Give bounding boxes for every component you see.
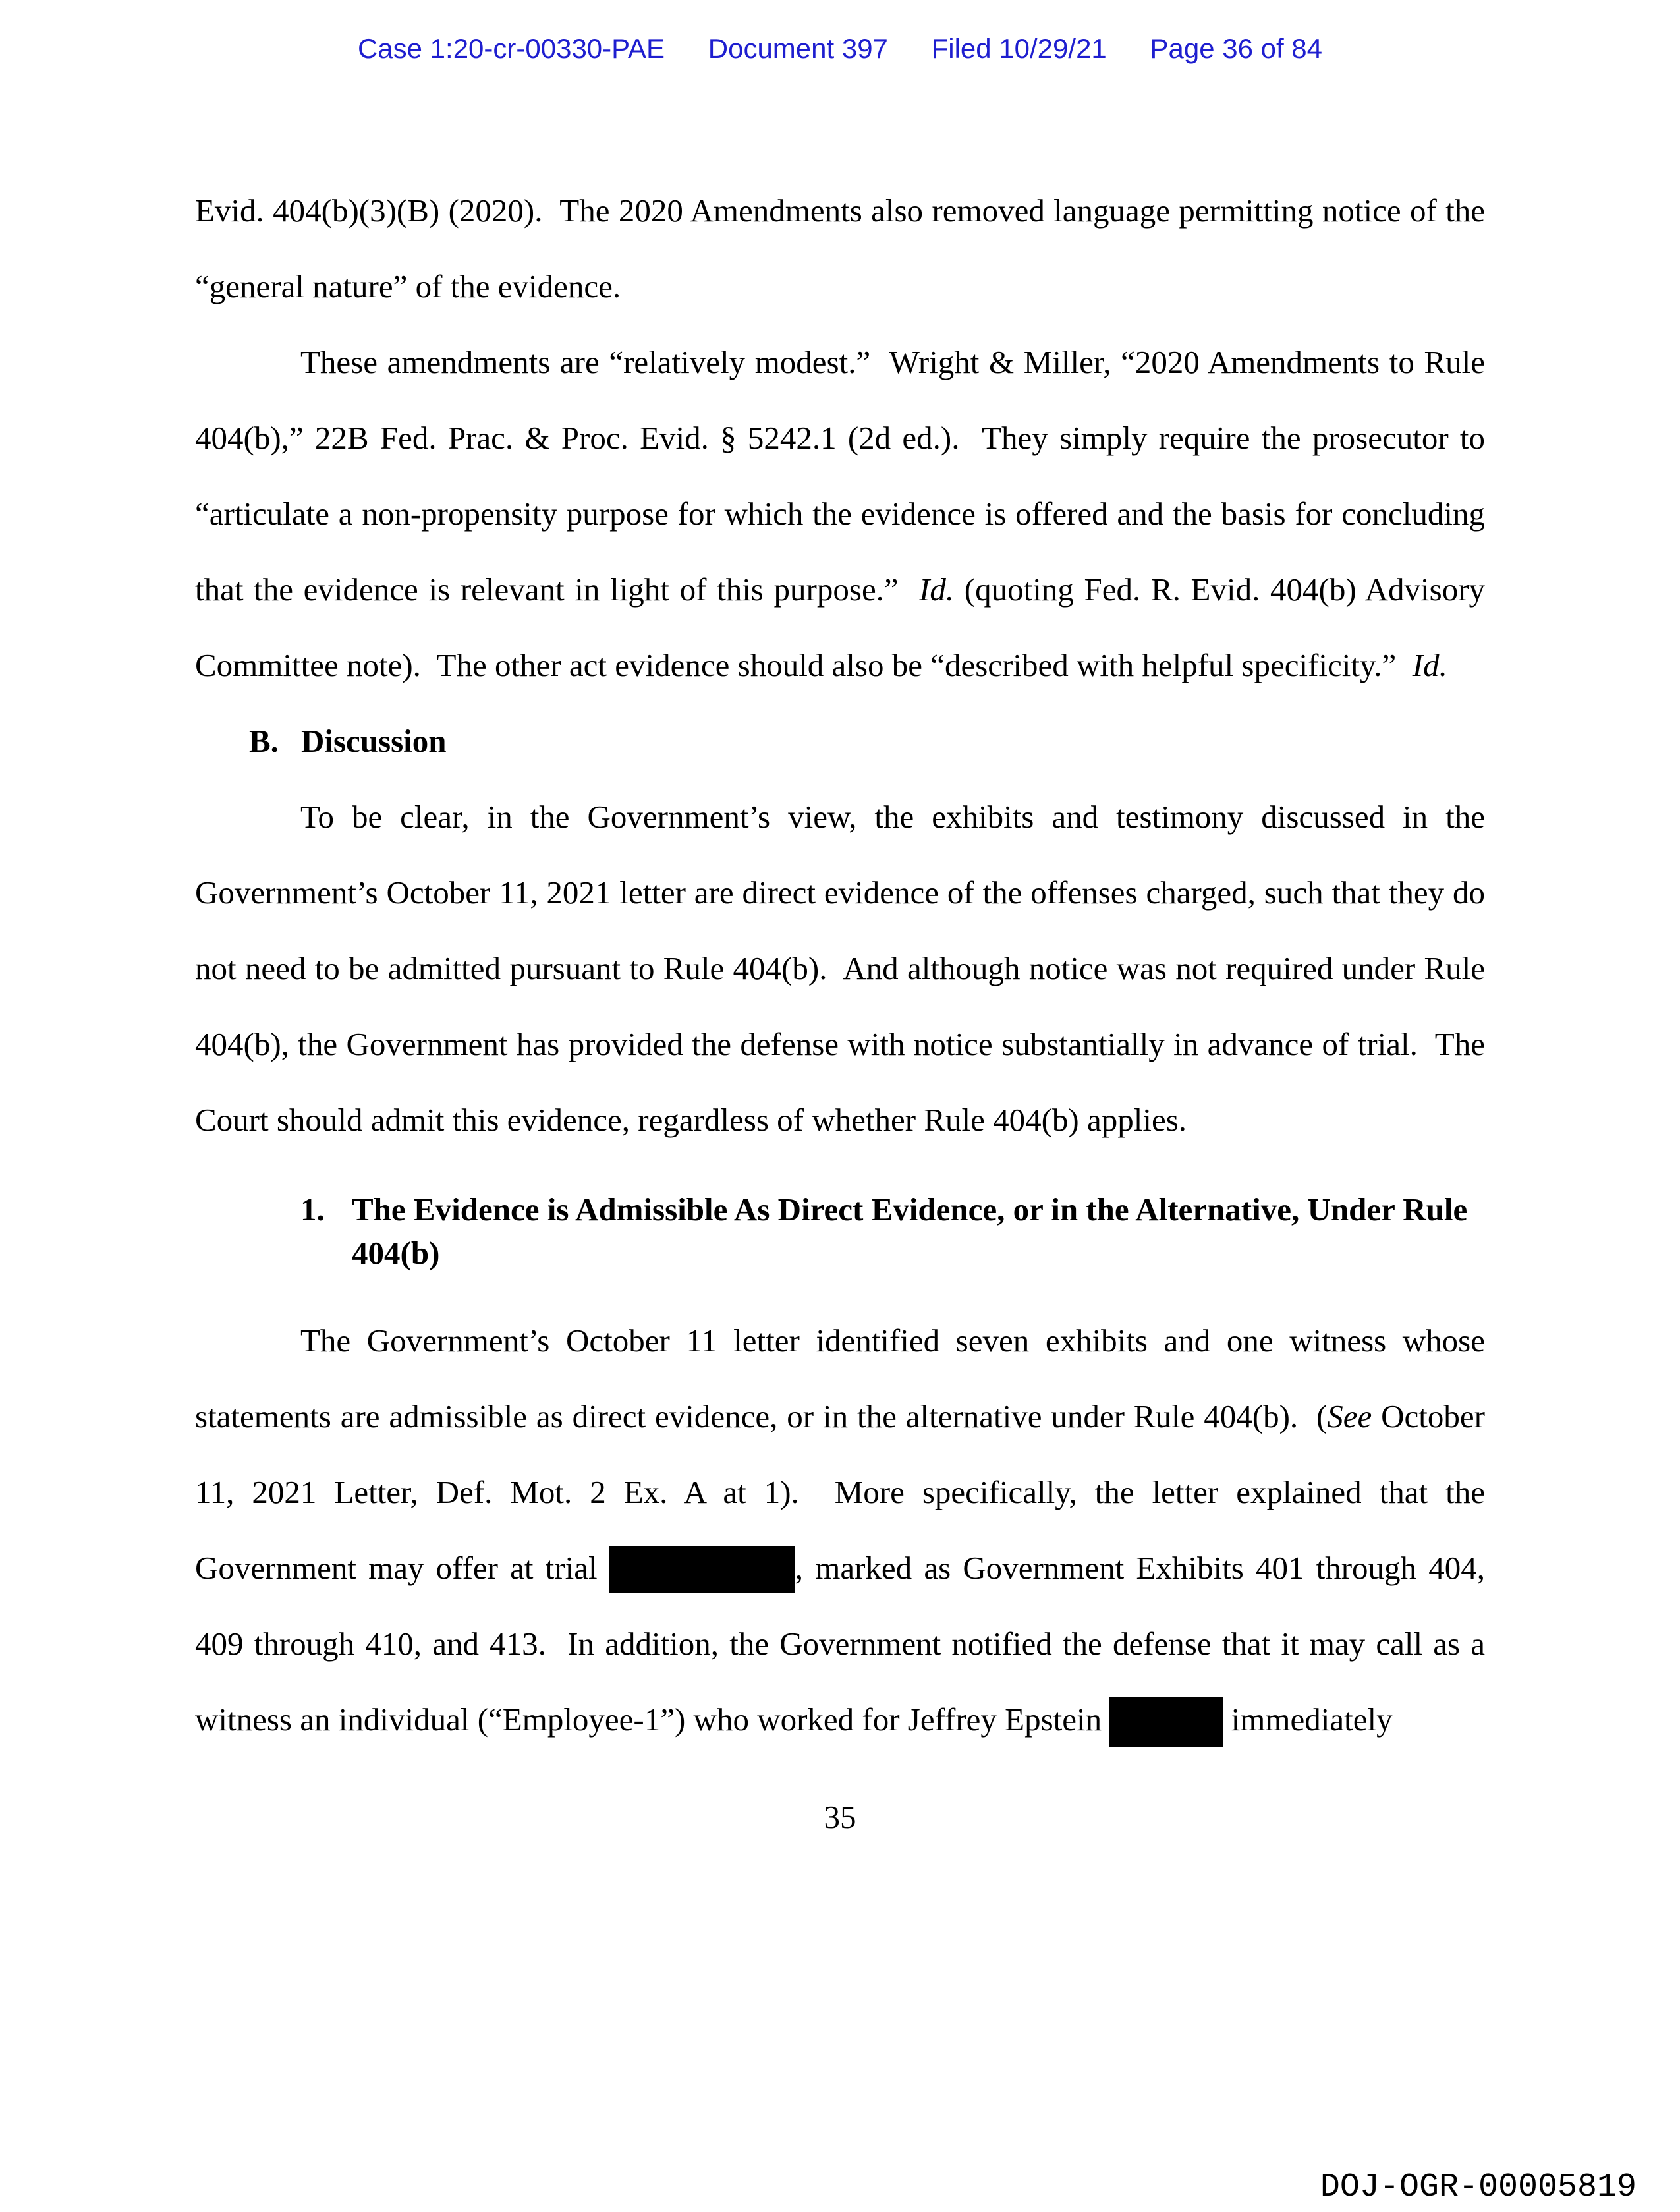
paragraph-evid-404b [195, 173, 1485, 324]
subsection-heading-title: The Evidence is Admissible As Direct Evidence, or in the Alternative, Under Rule 404(b) [352, 1191, 1468, 1271]
paragraph-to-be-clear [195, 779, 1485, 1158]
body-text: (quoting Fed. R. Evid. 404(b) Advisory Committee note). The other act evidence should also be “described with helpful specificity.” [195, 571, 1486, 683]
cmecf-stamp-header [0, 33, 1680, 65]
stamp-page-of: Page 36 of 84 [1150, 33, 1323, 64]
citation-id-italic: Id. [919, 571, 955, 608]
bates-number: DOJ-OGR-00005819 [1320, 2169, 1637, 2206]
redaction-box [609, 1546, 795, 1593]
section-heading-b-discussion [249, 703, 1485, 779]
subsection-heading-1-admissible [300, 1188, 1485, 1275]
body-text: The Government’s October 11 letter identified seven exhibits and one witness whose statements are admissible as direct evidence, or in the alternative under Rule 404(b). ( [195, 1322, 1485, 1434]
subsection-heading-number: 1. [300, 1191, 325, 1228]
body-text: , marked as Government Exhibits 401 through 404, 409 through 410, and 413. In addition, the Government notified the defense that it may call as a witness an individual (“Employee-1”) who worked for Jeffrey Epstein [195, 1550, 1485, 1738]
redaction-box [1109, 1697, 1223, 1747]
stamp-document-number: Document 397 [708, 33, 888, 64]
paragraph-amendments-modest [195, 324, 1485, 703]
stamp-case-number: Case 1:20-cr-00330-PAE [357, 33, 665, 64]
paragraph-october-11-letter [195, 1303, 1485, 1757]
body-text: immediately [1223, 1701, 1393, 1738]
citation-id-italic: Id. [1412, 647, 1447, 683]
section-heading-label: B. [249, 723, 279, 759]
body-text: These amendments are “relatively modest.” Wright & Miller, “2020 Amendments to Rule 404(b),” 22B Fed. Prac. & Proc. Evid. § 5242.1 (2d ed.). They simply require the prosecutor to “articulate a non-propensity purpose for which the evidence is offered and the basis for concluding that the evidence is relevant in light of this purpose.” [195, 344, 1485, 608]
citation-see-italic: See [1327, 1398, 1372, 1434]
document-body [195, 173, 1485, 1757]
page-number: 35 [824, 1799, 856, 1835]
section-heading-title: Discussion [300, 723, 447, 759]
body-text: To be clear, in the Government’s view, the exhibits and testimony discussed in the Government’s October 11, 2021 letter are direct evidence of the offenses charged, such that they do not need to be admitted pursuant to Rule 404(b). And although notice was not required under Rule 404(b), the Government has provided the defense with notice substantially in advance of trial. The Court should admit this evidence, regardless of whether Rule 404(b) applies. [195, 799, 1485, 1138]
body-text: Evid. 404(b)(3)(B) (2020). The 2020 Amendments also removed language permitting notice of the “general nature” of the evidence. [195, 192, 1485, 304]
stamp-filed-date: Filed 10/29/21 [931, 33, 1107, 64]
body-text: October 11, 2021 Letter, Def. Mot. 2 Ex. A at 1). More specifically, the letter explained that the Government may offer at trial [195, 1398, 1485, 1586]
